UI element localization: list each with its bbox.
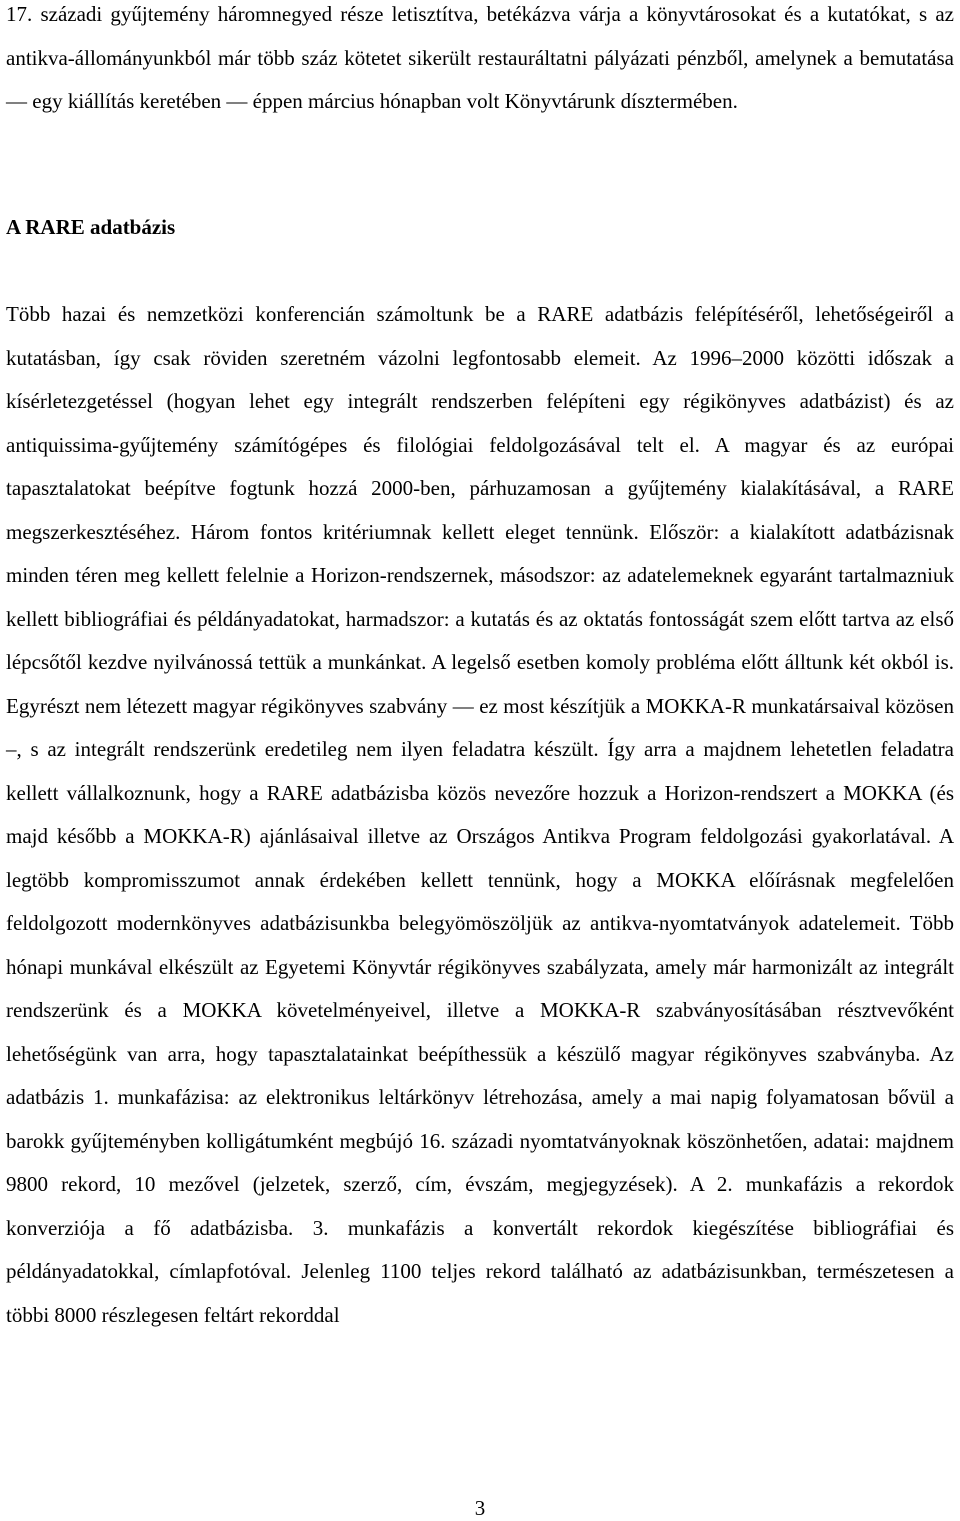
body-paragraph: Több hazai és nemzetközi konferencián számoltunk be a RARE adatbázis felépítéséről, lehetőségeiről a kutatásban, így csak röviden szeretném vázolni legfontosabb elemeit. Az 1996–2000 közötti időszak a kísérletezgetéssel (hogyan lehet egy integrált rendszerben felépíteni egy régikönyves adatbázist) és az antiquissima-gyűjtemény számítógépes és filológiai feldolgozásával telt el. A magyar és az európai tapasztalatokat beépítve fogtunk hozzá 2000-ben, párhuzamosan a gyűjtemény kialakításával, a RARE megszerkesztéséhez. Három fontos kritériumnak kellett eleget tennünk. Először: a kialakított adatbázisnak minden téren meg kellett felelnie a Horizon-rendszernek, másodszor: az adatelemeknek egyaránt tartalmazniuk kellett bibliográfiai és példányadatokat, harmadszor: a kutatás és az oktatás fontosságát szem előtt tartva az első lépcsőtől kezdve nyilvánossá tettük a munkánkat. A legelső esetben komoly probléma előtt álltunk két okból is. Egyrészt nem létezett magyar régikönyves szabvány — ez most készítjük a MOKKA-R munkatársaival közösen –, s az integrált rendszerünk eredetileg nem ilyen feladatra készült. Így arra a majdnem lehetetlen feladatra kellett vállalkoznunk, hogy a RARE adatbázisba közös nevezőre hozzuk a Horizon-rendszert a MOKKA (és majd később a MOKKA-R) ajánlásaival illetve az Országos Antikva Program feldolgozási gyakorlatával. A legtöbb kompromisszumot annak érdekében kellett tennünk, hogy a MOKKA előírásnak megfelelően feldolgozott modernkönyves adatbázisunkba belegyömöszöljük az antikva-nyomtatványok adatelemeit. Több hónapi munkával elkészült az Egyetemi Könyvtár régikönyves szabályzata, amely már harmonizált az integrált rendszerünk és a MOKKA követelményeivel, illetve a MOKKA-R szabványosításában résztvevőként lehetőségünk van arra, hogy tapasztalatainkat beépíthessük a készülő magyar régikönyves szabványba. Az adatbázis 1. munkafázisa: az elektronikus leltárkönyv létrehozása, amely a mai napig folyamatosan bővül a barokk gyűjteményben kolligátumként megbújó 16. századi nyomtatványoknak köszönhetően, adatai: majdnem 9800 rekord, 10 mezővel (jelzetek, szerző, cím, évszám, megjegyzések). A 2. munkafázis a rekordok konverziója a fő adatbázisba. 3. munkafázis a konvertált rekordok kiegészítése bibliográfiai és példányadatokkal, címlapfotóval. Jelenleg 1100 teljes rekord található az adatbázisunkban, természetesen a többi 8000 részlegesen feltárt rekorddal bbox=[6, 302, 954, 1327]
page-number: 3 bbox=[474, 1496, 486, 1520]
document-page bbox=[6, 0, 954, 1327]
section-heading: A RARE adatbázis bbox=[6, 215, 176, 239]
intro-paragraph: 17. századi gyűjtemény háromnegyed része letisztítva, betékázva várja a könyvtárosokat és a kutatókat, s az antikva-állományunkból már több száz kötetet sikerült restauráltatni pályázati pénzből, amelynek a bemutatása — egy kiállítás keretében — éppen március hónapban volt Könyvtárunk dísztermében. bbox=[6, 2, 954, 113]
